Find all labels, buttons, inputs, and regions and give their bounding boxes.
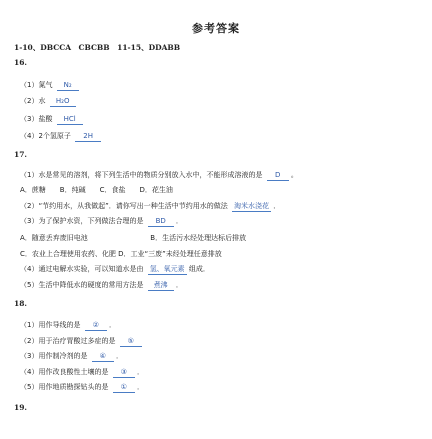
q16-item-4: （4）2个氢原子 2H [20,131,101,142]
q16-answer-4: 2H [75,131,101,142]
q17-options-3: C．农业上合理使用农药、化肥 D．工业“三废”未经处理任意排放 [20,250,222,258]
q18-item-3: （3）用作制冷剂的是 ④ ． [20,352,123,360]
q17-line-4: （4）通过电解水实验，可以知道水是由 氢、氧元素 组成． [20,265,210,273]
q16-item-3: （3）盐酸 HCl [20,114,83,125]
q17-options-1: A．蔗糖 B．纯碱 C．食盐 D．花生油 [20,186,173,194]
q16-answer-1: N₂ [57,80,79,91]
q16-answer-2: H₂O [50,96,76,107]
q18-item-4: （4）用作改良酸性土壤的是 ③ ． [20,368,144,376]
question-17-number: 17. [14,150,28,159]
q17-line-1: （1）水是常见的溶剂，将下列生活中的物质分别放入水中，不能形成溶液的是 D 。 [20,171,298,179]
q17-answer-3: BD [148,216,174,227]
q16-answer-3: HCl [57,114,83,125]
q17-answer-2: 淘米水浇花 [233,202,269,210]
q18-answer-5: ① [113,382,135,393]
q16-item-1: （1）氮气 N₂ [20,80,79,91]
question-19-number: 19. [14,403,28,412]
question-16-number: 16. [14,58,28,67]
q17-answer-4: 氢、氧元素 [149,265,185,273]
q17-answer-5: 煮沸 [148,280,174,291]
q18-answer-2: ⑤ [120,336,142,347]
q18-answer-4: ③ [113,367,135,378]
question-18-number: 18. [14,299,28,308]
multiple-choice-summary [14,43,180,53]
q17-line-3: （3）为了保护水资，下列做法合理的是 BD ． [20,217,183,225]
q18-item-2: （2）用于治疗胃酸过多症的是 ⑤ [20,336,142,347]
page-title: 参考答案 [192,22,240,35]
q16-item-2: （2）水 H₂O [20,96,76,107]
q17-line-2: （2）“节约用水，从我做起”．请你写出一种生活中节约用水的做法 淘米水浇花 ． [20,202,281,210]
summary-text: 1-10、DBCCA CBCBB 11-15、DDABB [14,43,181,52]
q17-answer-1: D [267,170,289,181]
q17-line-5: （5）生活中降低水的硬度的常用方法是 煮沸 ． [20,281,183,289]
q18-answer-3: ④ [92,351,114,362]
q18-item-5: （5）用作地质勘探钻头的是 ① ． [20,383,144,391]
q18-answer-1: ② [85,320,107,331]
q17-options-2: A．随意丢弃废旧电池 B．生活污水经处理达标后排放 [20,234,247,242]
q18-item-1: （1）用作导线的是 ② ． [20,321,116,329]
